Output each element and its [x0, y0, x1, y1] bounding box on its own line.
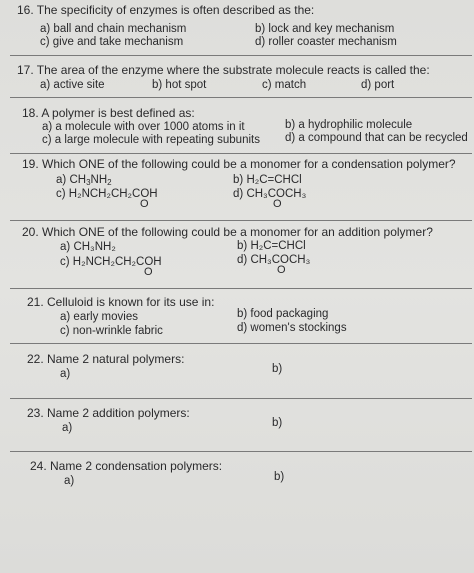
- q22-answer-b: b): [272, 363, 283, 375]
- q16-option-d: d) roller coaster mechanism: [255, 36, 397, 48]
- q17-option-a: a) active site: [40, 79, 105, 91]
- q21-option-c: c) non-wrinkle fabric: [60, 325, 163, 337]
- formula: CH₃COCH₃: [250, 254, 311, 266]
- q24-answer-a: a): [64, 475, 75, 487]
- formula: H₂NCH₂CH₂COH: [68, 188, 158, 200]
- divider: [10, 398, 472, 399]
- q16-option-a: a) ball and chain mechanism: [40, 23, 187, 35]
- carbonyl-oxygen: O: [277, 264, 286, 276]
- carbonyl-oxygen: O: [140, 198, 149, 210]
- q17-option-b: b) hot spot: [152, 79, 207, 91]
- q23-answer-b: b): [272, 417, 283, 429]
- divider: [10, 288, 472, 289]
- q20-option-a: [60, 241, 116, 254]
- q19-option-b: [233, 174, 302, 187]
- formula: CH₃COCH₃: [246, 188, 307, 200]
- q21-stem: 21. Celluloid is known for its use in:: [27, 295, 215, 309]
- divider: [10, 220, 472, 221]
- q16-option-b: b) lock and key mechanism: [255, 23, 395, 35]
- q23-answer-a: a): [62, 422, 73, 434]
- option-label: d): [237, 254, 248, 266]
- q20-option-b: [237, 240, 306, 253]
- q17-option-d: d) port: [361, 79, 395, 91]
- q24-answer-b: b): [274, 471, 285, 483]
- q20-option-d: [237, 254, 310, 267]
- q18-option-b: b) a hydrophilic molecule: [285, 119, 413, 131]
- divider: [10, 343, 472, 344]
- q23-stem: 23. Name 2 addition polymers:: [27, 406, 190, 420]
- formula: $CH_3NH_2$: [69, 174, 112, 187]
- q17-stem: 17. The area of the enzyme where the substrate molecule reacts is called the:: [17, 63, 430, 77]
- option-label: c): [56, 188, 66, 200]
- carbonyl-oxygen: O: [273, 198, 282, 210]
- carbonyl-oxygen: O: [144, 266, 153, 278]
- q24-stem: 24. Name 2 condensation polymers:: [30, 459, 223, 473]
- q18-stem: 18. A polymer is best defined as:: [22, 106, 195, 120]
- q21-option-b: b) food packaging: [237, 308, 329, 320]
- formula: H₂C=CHCl: [250, 240, 306, 252]
- option-label: c): [60, 256, 70, 268]
- q21-option-a: a) early movies: [60, 311, 138, 323]
- formula: CH₃NH₂: [73, 241, 116, 253]
- q19-stem: 19. Which ONE of the following could be a monomer for a condensation polymer?: [22, 157, 456, 171]
- q22-answer-a: a): [60, 368, 71, 380]
- option-label: b): [237, 240, 248, 252]
- formula: H₂NCH₂CH₂COH: [72, 256, 162, 268]
- q18-option-d: d) a compound that can be recycled: [285, 132, 468, 144]
- q16-stem: 16. The specificity of enzymes is often described as the:: [17, 3, 315, 17]
- option-label: b): [233, 174, 244, 186]
- formula: H₂C=CHCl: [246, 174, 302, 186]
- q21-option-d: d) women's stockings: [237, 322, 347, 334]
- option-label: a): [56, 174, 67, 186]
- divider: [10, 55, 472, 56]
- divider: [10, 97, 472, 98]
- q18-option-a: a) a molecule with over 1000 atoms in it: [42, 121, 245, 133]
- q18-option-c: c) a large molecule with repeating subunits: [42, 134, 260, 146]
- divider: [10, 451, 472, 452]
- q19-option-a: [56, 174, 112, 187]
- q16-option-c: c) give and take mechanism: [40, 36, 184, 48]
- q22-stem: 22. Name 2 natural polymers:: [27, 352, 185, 366]
- option-label: d): [233, 188, 244, 200]
- q17-option-c: c) match: [262, 79, 307, 91]
- divider: [10, 153, 472, 154]
- option-label: a): [60, 241, 71, 253]
- q19-option-d: [233, 188, 306, 201]
- q20-stem: 20. Which ONE of the following could be a monomer for an addition polymer?: [22, 225, 433, 239]
